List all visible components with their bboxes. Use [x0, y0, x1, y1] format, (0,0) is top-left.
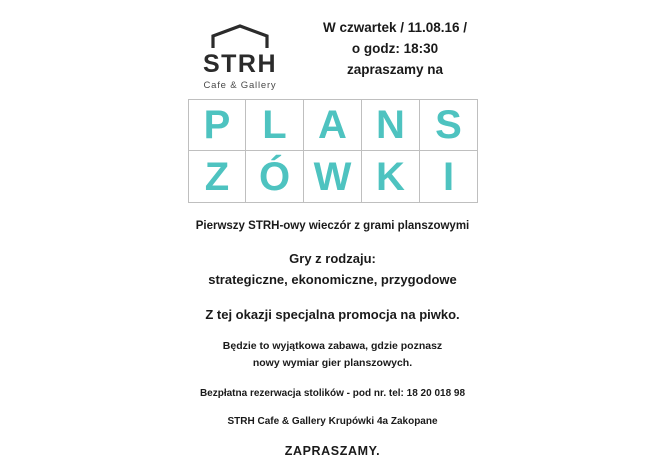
description-line-2: nowy wymiar gier planszowych. [252, 357, 413, 370]
closing-text: ZAPRASZAMY. [284, 443, 381, 458]
grid-cell: A [304, 99, 362, 151]
poster-header [185, 18, 485, 91]
grid-cell: Ó [246, 151, 304, 203]
grid-cell: I [420, 151, 478, 203]
poster-body [160, 218, 505, 458]
house-roof-icon [209, 24, 271, 50]
promo-text: Z tej okazji specjalna promocja na piwko. [205, 306, 460, 322]
grid-cell: L [246, 99, 304, 151]
intro-text: Pierwszy STRH-owy wieczór z grami planszowymi [195, 220, 470, 232]
grid-cell: N [362, 99, 420, 151]
grid-cell: P [188, 99, 246, 151]
announcement-line-1: W czwartek / 11.08.16 / [322, 20, 468, 35]
announcement-line-2: o godz: 18:30 [351, 40, 439, 56]
games-label: Gry z rodzaju: [289, 251, 376, 267]
announcement-line-3: zapraszamy na [346, 61, 444, 77]
description-line-1: Będzie to wyjątkowa zabawa, gdzie poznasz [222, 340, 443, 353]
brand-logo [185, 24, 295, 91]
brand-subtitle: Cafe & Gallery [203, 80, 277, 91]
address-info: STRH Cafe & Gallery Krupówki 4a Zakopane [227, 415, 438, 427]
brand-wordmark: STRH [202, 50, 278, 78]
title-grid [188, 99, 478, 203]
title-grid-row-1 [188, 99, 478, 151]
grid-cell: W [304, 151, 362, 203]
grid-cell: K [362, 151, 420, 203]
reservation-info: Bezpłatna rezerwacja stolików - pod nr. tel: 18 20 018 98 [199, 387, 466, 399]
title-grid-row-2 [188, 151, 478, 203]
games-list: strategiczne, ekonomiczne, przygodowe [208, 272, 457, 288]
grid-cell: S [420, 99, 478, 151]
announcement-block [300, 18, 490, 81]
grid-cell: Z [188, 151, 246, 203]
